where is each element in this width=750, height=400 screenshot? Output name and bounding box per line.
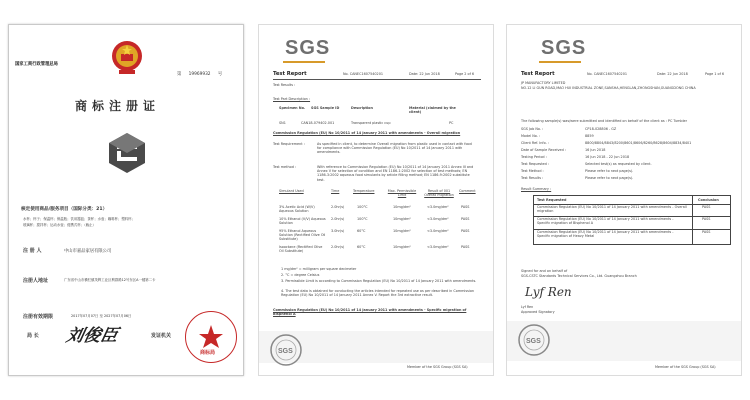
result-simulant: 3% Acetic Acid (W/V) Aqueous Solution <box>279 205 315 214</box>
result-comment: PASS <box>461 205 470 209</box>
result-temp: 100°C <box>357 205 368 209</box>
result-limit: 10mg/dm² <box>393 245 411 249</box>
result-value: <3.0mg/dm² <box>427 217 449 221</box>
client-address: NO.12 LI GUN ROAD,MAO HUI INDUSTRIAL ZONE,SANSHA,HENGLAN,ZHONGSHAN,GUANGDONG CHINA <box>521 86 696 90</box>
summary-row-test: Commission Regulation (EU) No 10/2011 of 14 January 2011 with amendments - Specific migration of Bisphenol A <box>537 217 674 226</box>
summary-row-conclusion: PASS <box>702 205 711 209</box>
result-temp: 60°C <box>357 245 366 249</box>
cert-director-label: 局 长 <box>27 333 39 339</box>
national-emblem-icon <box>109 37 145 77</box>
note-3: 3. Permissible Limit is according to Commission Regulation (EU) No 10/2011 of 14 January 2011 with amendments. <box>281 279 477 283</box>
result-comment: PASS <box>461 245 470 249</box>
result-header-result: Result of 001 Overall migration <box>424 189 454 198</box>
sgs-seal-icon <box>269 333 303 367</box>
cert-registrant-label: 注 册 人 <box>23 248 42 254</box>
field-value: Please refer to next page(s). <box>585 176 634 180</box>
summary-header-test: Test Requested <box>537 198 567 202</box>
field-label: Date of Sample Received : <box>521 148 566 152</box>
sgs-logo-bar <box>539 61 581 63</box>
spec-header-sample-id: SGS Sample ID <box>311 106 340 110</box>
report2-number: No. CANEC1607540201 <box>587 72 628 76</box>
signer-title: Approved Signatory <box>521 310 555 314</box>
cert-goods-line-2: 玻璃杯；搅拌杯；运动水壶；便携式杯；（截止） <box>23 223 96 227</box>
field-value: 8859 <box>585 134 594 138</box>
field-label: Testing Period : <box>521 155 547 159</box>
cert-address-label: 注册人地址 <box>23 278 49 284</box>
report2-footer-note: Member of the SGS Group (SGS SA) <box>655 365 716 369</box>
method-label: Test method : <box>273 165 297 169</box>
signer-signature: Lyf Ren <box>525 285 572 299</box>
report2-page: Page 1 of 6 <box>705 72 725 76</box>
cert-number: 19969932 <box>188 72 211 77</box>
cert-address-value: 广东省中山市横栏镇茂辉工业区利群路12号东区A一楼第二卡 <box>64 278 156 282</box>
official-seal <box>185 311 237 363</box>
note-2: 2. °C = degree Celsius <box>281 273 320 277</box>
signed-company: SGS-CSTC Standards Technical Services Co., Ltd. Guangzhou Branch <box>521 274 637 278</box>
field-value: Selected test(s) as requested by client. <box>585 162 652 166</box>
field-value: CP18-028806 - GZ <box>585 127 617 131</box>
result-value: <3.0mg/dm² <box>427 205 449 209</box>
spec-header-specimen: Specimen No. <box>279 106 306 110</box>
result-value: <3.0mg/dm² <box>427 229 449 233</box>
result-time: 2.0hr(s) <box>331 217 345 221</box>
field-value: Please refer to next page(s). <box>585 169 634 173</box>
cert-issuing-label: 发证机关 <box>151 333 172 339</box>
result-time: 2.0hr(s) <box>331 205 345 209</box>
result-comment: PASS <box>461 217 470 221</box>
cert-number-row <box>177 71 222 77</box>
result-limit: 10mg/dm² <box>393 229 411 233</box>
cert-validity-value: 2017年07月07日 至 2027年07月06日 <box>71 314 132 318</box>
req-text: As specified in client, to determine Overall migration from plastic used in contact with food for compliance with Commission Regulation (EU) No 10/2011 of 14 January 2011 with amendments. <box>317 142 472 155</box>
summary-row-test: Commission Regulation (EU) No 10/2011 of 14 January 2011 with amendments - Overall migration <box>537 205 687 214</box>
spec-row-description: Transparent plastic cup <box>351 121 391 125</box>
cert-number-suffix: 号 <box>217 72 223 77</box>
result-value: <3.0mg/dm² <box>427 245 449 249</box>
spec-header-material: Material (claimed by the client) <box>409 106 456 115</box>
signer-name: Lyf Ren <box>521 305 534 309</box>
req-label: Test Requirement : <box>273 142 305 146</box>
result-header-temperature: Temperature <box>353 189 375 193</box>
note-4: 4. The test data is obtained for conducting the articles intended for repeated use as per described in Commission Regulation (EU) No 10/2011 of 14 January 2011 Annex V. Report the 3rd extractive result. <box>281 289 475 298</box>
result-simulant: Isooctane (Rectified Olive Oil Substitute) <box>279 245 323 254</box>
sgs-report-page-1 <box>506 24 742 376</box>
method-text: With reference to Commission Regulation (EU) No 10/2011 of 14 January 2011 Annex III and Annex V for selection of condition and EN 1186-1:2002 for selection of test methods; EN 1186-3:2002 aqueous food simulants by article filling method; EN 1186-9:2002 substitute test. <box>317 165 474 182</box>
report1-number: No. CANEC1607540201 <box>343 72 384 76</box>
director-signature: 刘俊臣 <box>64 326 120 346</box>
report1-test-results: Test Results : <box>273 83 296 87</box>
summary-row-conclusion: PASS <box>702 230 711 234</box>
summary-header-conclusion: Conclusion <box>698 198 719 202</box>
summary-label: Result Summary : <box>521 187 552 191</box>
field-label: Model No. : <box>521 134 541 138</box>
sgs-report-page-2 <box>258 24 494 376</box>
field-value: 16 Jun 2018 - 22 Jun 2018 <box>585 155 630 159</box>
regulation2-title: Commission Regulation (EU) No 10/2011 of 14 January 2011 with amendments - Specific migration of Bisphenol A <box>273 308 467 317</box>
sample-intro: The following sample(s) was/were submitted and identified on behalf of the client as : PC Tumbler <box>521 119 687 123</box>
regulation1-title: Commission Regulation (EU) No 10/2011 of 14 January 2011 with amendments - Overall migration <box>273 131 461 135</box>
spec-row-sample-id: CAN18-079402.001 <box>301 121 335 125</box>
field-label: Test Results : <box>521 176 544 180</box>
summary-table <box>533 195 731 245</box>
field-label: SGS Job No. : <box>521 127 544 131</box>
result-simulant: 95% Ethanol Aqueous Solution (Rectified Olive Oil Substitute) <box>279 229 326 242</box>
report1-title: Test Report <box>273 71 307 77</box>
signed-for: Signed for and on behalf of <box>521 269 568 273</box>
result-header-limit: Max. Permissible Limit <box>387 189 417 198</box>
cert-validity-label: 注册有效期限 <box>23 314 54 320</box>
field-value: 8800/8804/8843/8200/8601/8606/8260/8628/8604/8834/8401 <box>585 141 692 145</box>
report2-title: Test Report <box>521 71 555 77</box>
client-company: JP MANUFACTORY LIMITED <box>521 81 566 85</box>
seal-text: 商标局 <box>200 350 216 356</box>
sgs-logo: SGS <box>285 37 331 59</box>
result-time: 2.0hr(s) <box>331 245 345 249</box>
svg-text:SGS: SGS <box>278 348 293 355</box>
sgs-logo-bar <box>283 61 325 63</box>
field-label: Test Requested : <box>521 162 549 166</box>
result-time: 3.0hr(s) <box>331 229 345 233</box>
field-label: Test Method : <box>521 169 544 173</box>
summary-row-test: Commission Regulation (EU) No 10/2011 of 14 January 2011 with amendments - Specific migration of Heavy Metal <box>537 230 674 239</box>
spec-row-material: PC <box>449 121 454 125</box>
cert-number-prefix: 第 <box>177 72 182 77</box>
sgs-logo: SGS <box>541 37 587 59</box>
result-simulant: 10% Ethanol (V/V) Aqueous Solution <box>279 217 326 226</box>
svg-text:SGS: SGS <box>526 338 541 345</box>
result-header-comment: Comment <box>459 189 476 193</box>
field-value: 16 Jun 2018 <box>585 148 606 152</box>
cert-title: 商标注册证 <box>75 99 161 113</box>
sgs-seal-icon <box>517 323 551 357</box>
result-header-simulant: Simulant Used <box>279 189 304 193</box>
result-limit: 10mg/dm² <box>393 217 411 221</box>
trademark-certificate <box>8 24 244 376</box>
report1-footer-note: Member of the SGS Group (SGS SA) <box>407 365 468 369</box>
cert-header-left: 国家工商行政管理总局 <box>15 62 58 67</box>
field-label: Client Ref. Info. : <box>521 141 549 145</box>
result-comment: PASS <box>461 229 470 233</box>
report1-page: Page 2 of 6 <box>455 72 475 76</box>
report1-date: Date: 22 Jun 2018 <box>409 72 440 76</box>
cert-class-line: 核定使用商品/服务项目（国际分类：21） <box>21 207 108 212</box>
report2-date: Date: 22 Jun 2018 <box>657 72 688 76</box>
cert-goods-line-1: 水杯；杯子；保温杯；保温瓶；饮用器皿；茶杯；水壶；咖啡杯；塑料杯； <box>23 217 135 221</box>
result-temp: 60°C <box>357 229 366 233</box>
cert-registrant-value: 中山市嘉品家居有限公司 <box>64 249 112 254</box>
trademark-logo <box>103 129 151 177</box>
spec-row-specimen: SN1 <box>279 121 286 125</box>
note-1: 1 mg/dm² = milligram per square decimeter <box>281 267 357 271</box>
report1-test-part: Test Part Description : <box>273 97 311 101</box>
result-header-time: Time <box>331 189 340 193</box>
result-temp: 100°C <box>357 217 368 221</box>
spec-header-description: Description <box>351 106 373 110</box>
result-limit: 10mg/dm² <box>393 205 411 209</box>
summary-row-conclusion: PASS <box>702 217 711 221</box>
